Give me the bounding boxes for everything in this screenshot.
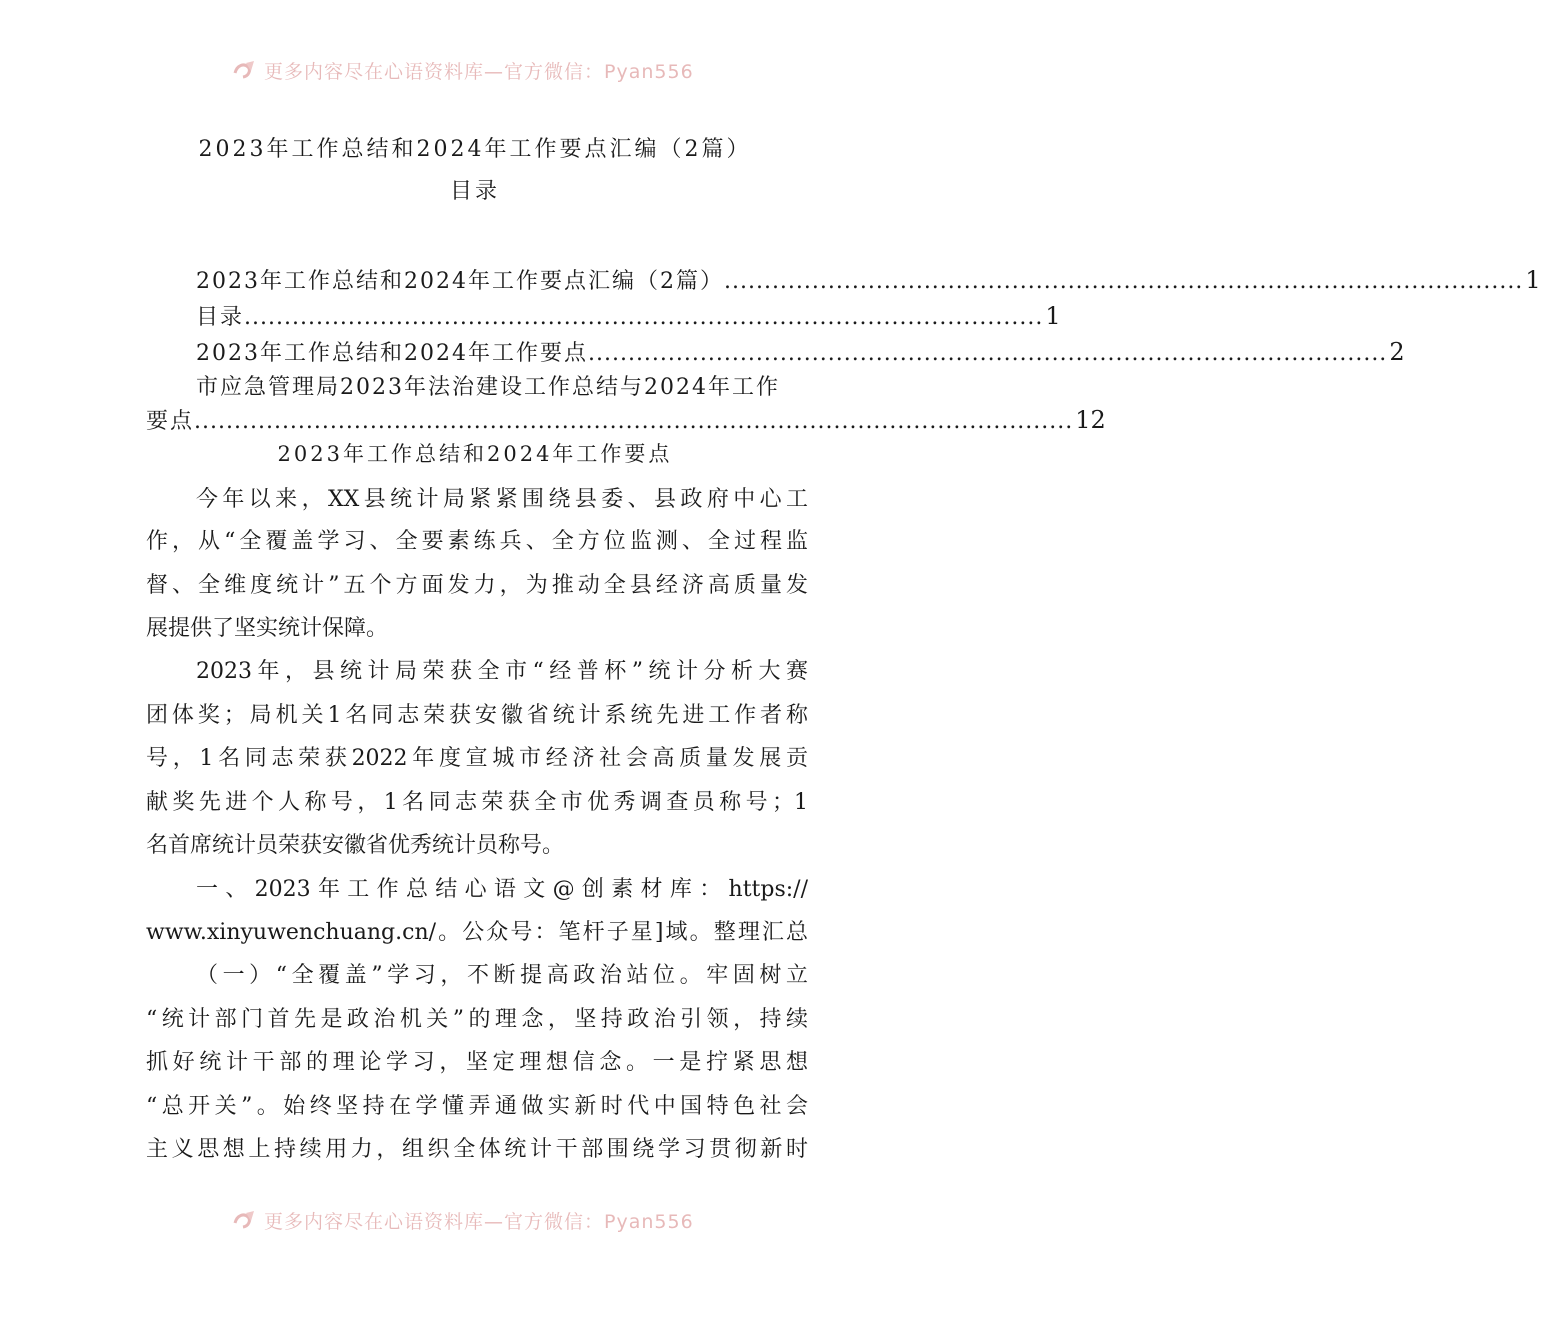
toc-entry[interactable] [196, 336, 1405, 367]
toc-entry[interactable] [196, 300, 1061, 331]
body-line: “统计部门首先是政治机关”的理念，坚持政治引领，持续 [146, 1007, 808, 1032]
watermark-text: 更多内容尽在心语资料库—官方微信：Pyan556 [264, 1210, 694, 1233]
toc-entry-page: 1 [1525, 266, 1541, 294]
toc-entry-label: 2023年工作总结和2024年工作要点汇编（2篇） [196, 269, 724, 294]
section-title: 2023年工作总结和2024年工作要点 [277, 442, 673, 466]
brand-logo-icon [232, 1209, 258, 1231]
body-line: 抓好统计干部的理论学习，坚定理想信念。一是拧紧思想 [146, 1050, 808, 1075]
body-line: 展提供了坚实统计保障。 [146, 616, 389, 641]
body-line: 献奖先进个人称号，1名同志荣获全市优秀调查员称号；1 [146, 790, 808, 815]
toc-entry-label: 2023年工作总结和2024年工作要点 [196, 341, 588, 366]
toc-entry[interactable] [196, 264, 1541, 295]
body-line: “总开关”。始终坚持在学懂弄通做实新时代中国特色社会 [146, 1094, 808, 1119]
toc-entry-page: 2 [1389, 338, 1405, 366]
body-line: 主义思想上持续用力，组织全体统计干部围绕学习贯彻新时 [146, 1137, 808, 1162]
watermark-header [232, 56, 732, 84]
toc-leader: .............................................................................................................. [194, 409, 1074, 434]
body-line: www.xinyuwenchuang.cn/。公众号：笔杆子星]域。整理汇总 [146, 920, 808, 945]
toc-leader: .................................................................................................... [587, 341, 1388, 366]
body-line: （一）“全覆盖”学习，不断提高政治站位。牢固树立 [196, 963, 808, 988]
toc-entry-line1[interactable] [196, 370, 808, 401]
body-line: 名首席统计员荣获安徽省优秀统计员称号。 [146, 833, 565, 858]
body-line: 2023年，县统计局荣获全市“经普杯”统计分析大赛 [196, 659, 808, 684]
toc-entry-page: 12 [1075, 406, 1106, 434]
watermark-text: 更多内容尽在心语资料库—官方微信：Pyan556 [264, 60, 694, 83]
body-line: 号，1名同志荣获2022年度宣城市经济社会高质量发展贡 [146, 746, 808, 771]
brand-logo-icon [232, 59, 258, 81]
body-line: 一、2023年工作总结心语文@创素材库：https:// [196, 877, 808, 902]
toc-leader: .................................................................................................... [723, 269, 1524, 294]
toc-heading: 目录 [449, 179, 500, 204]
watermark-footer [232, 1206, 732, 1234]
body-line: 督、全维度统计”五个方面发力，为推动全县经济高质量发 [146, 573, 808, 598]
toc-entry-line2[interactable] [146, 404, 1106, 435]
toc-entry-page: 1 [1045, 302, 1061, 330]
document-title: 2023年工作总结和2024年工作要点汇编（2篇） [198, 137, 752, 162]
toc-entry-label: 市应急管理局2023年法治建设工作总结与2024年工作 [196, 375, 780, 400]
body-line: 团体奖；局机关1名同志荣获安徽省统计系统先进工作者称 [146, 703, 808, 728]
body-line: 今年以来，XX县统计局紧紧围绕县委、县政府中心工 [196, 487, 808, 512]
toc-entry-label: 要点 [146, 409, 195, 434]
body-line: 作，从“全覆盖学习、全要素练兵、全方位监测、全过程监 [146, 529, 808, 554]
toc-leader: .................................................................................................... [244, 305, 1044, 330]
toc-entry-label: 目录 [196, 305, 245, 330]
